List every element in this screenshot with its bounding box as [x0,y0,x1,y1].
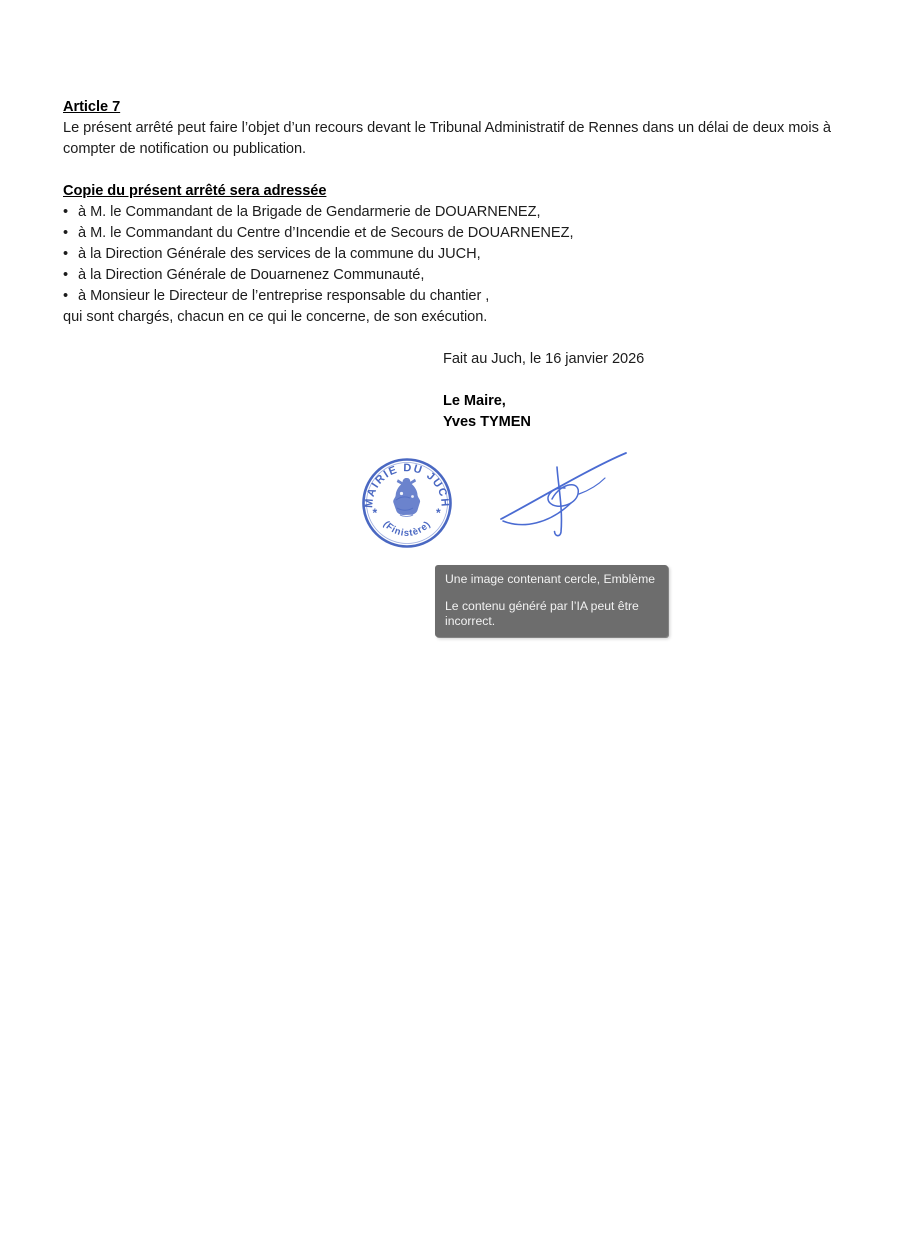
article-7-heading: Article 7 [63,99,121,115]
bullet-icon: • [63,267,69,283]
stamp-emblem-icon [393,478,420,517]
list-item-text: à M. le Commandant de la Brigade de Gendarmerie de DOUARNENEZ, [78,204,541,220]
list-item-text: à Monsieur le Directeur de l’entreprise responsable du chantier , [78,288,490,304]
stamp-star-right-icon: * [436,506,441,520]
list-item-text: à la Direction Générale des services de la commune du JUCH, [78,246,481,262]
alt-text-tooltip [435,565,668,637]
copy-list [63,202,846,307]
article-7-body: Le présent arrêté peut faire l’objet d’un recours devant le Tribunal Administratif de Rennes dans un délai de deux mois à compter de notification ou publication. [63,120,831,157]
tooltip-description-line: Une image contenant cercle, Emblème [445,572,656,586]
bullet-icon: • [63,204,69,220]
list-item [63,223,846,244]
mayor-signature-icon [495,442,635,542]
execution-line: qui sont chargés, chacun en ce qui le concerne, de son exécution. [63,309,488,325]
stamp-signature-image[interactable] [350,440,640,552]
blank-line [63,160,846,181]
stamp-arc-top-label: MAIRIE DU JUCH [363,462,451,509]
list-item [63,265,846,286]
document-body [63,97,846,433]
stamp-arc-bottom-label: (Finistère) [380,519,434,539]
bullet-icon: • [63,288,69,304]
list-item-text: à M. le Commandant du Centre d’Incendie et de Secours de DOUARNENEZ, [78,225,574,241]
list-item [63,244,846,265]
svg-text:(Finistère) [381,519,433,539]
signatory-title: Le Maire, [443,393,506,409]
date-place-line: Fait au Juch, le 16 janvier 2026 [443,351,645,367]
list-item [63,202,846,223]
blank-line [443,370,846,391]
copy-list-heading: Copie du présent arrêté sera adressée [63,183,327,199]
signatory-name: Yves TYMEN [443,414,531,430]
closing-block [443,349,846,433]
list-item [63,286,846,307]
bullet-icon: • [63,225,69,241]
blank-line [63,328,846,349]
bullet-icon: • [63,246,69,262]
list-item-text: à la Direction Générale de Douarnenez Communauté, [78,267,425,283]
tooltip-disclaimer-line: Le contenu généré par l’IA peut être incorrect. [445,599,639,628]
mairie-stamp-icon [360,456,454,550]
stamp-star-left-icon: * [372,506,378,520]
